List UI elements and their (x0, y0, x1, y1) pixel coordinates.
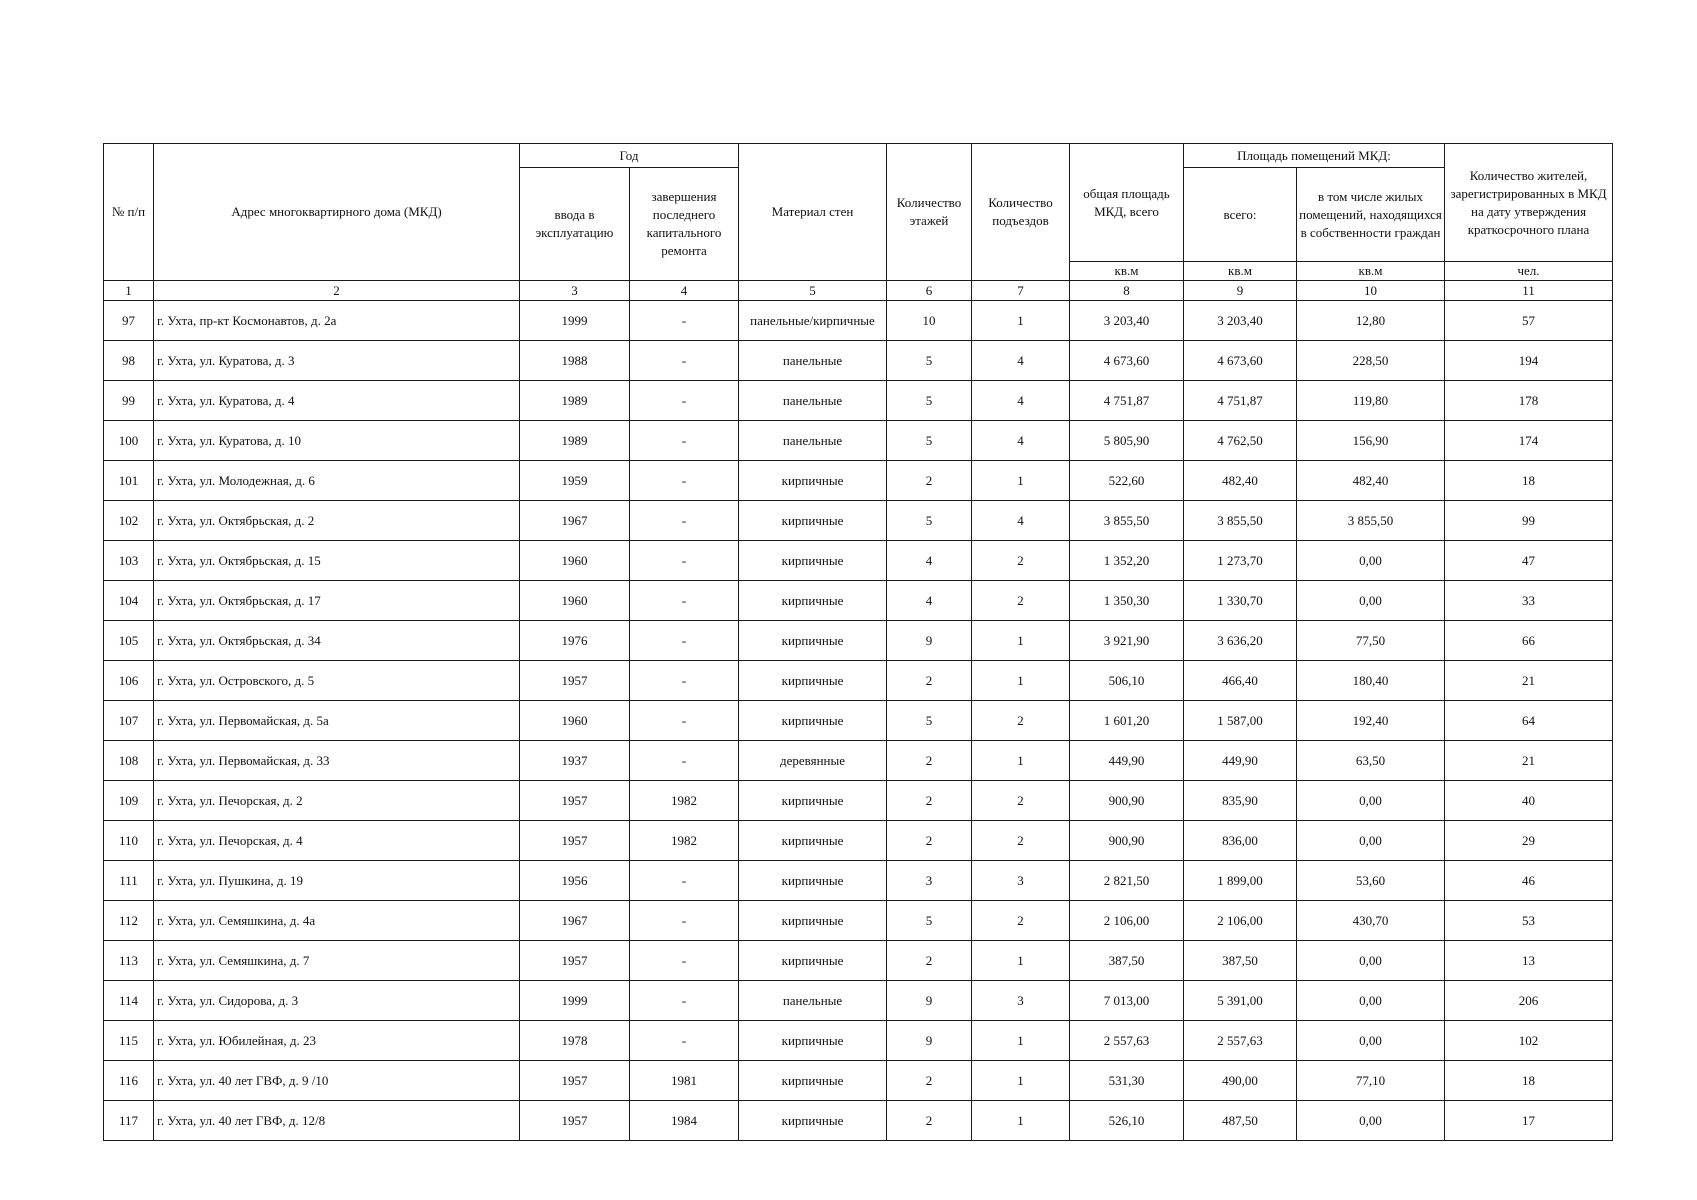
row-year-repair: - (630, 501, 739, 541)
row-wall-material: кирпичные (739, 701, 887, 741)
row-area-residential: 0,00 (1297, 781, 1445, 821)
row-year-repair: - (630, 1021, 739, 1061)
row-area-all: 2 106,00 (1184, 901, 1297, 941)
table-row (104, 421, 1613, 461)
row-address: г. Ухта, ул. 40 лет ГВФ, д. 9 /10 (154, 1061, 520, 1101)
row-wall-material: кирпичные (739, 541, 887, 581)
row-residents: 46 (1445, 861, 1613, 901)
row-number: 102 (104, 501, 154, 541)
row-wall-material: кирпичные (739, 781, 887, 821)
row-number: 110 (104, 821, 154, 861)
row-address: г. Ухта, ул. Печорская, д. 2 (154, 781, 520, 821)
row-area-residential: 0,00 (1297, 581, 1445, 621)
row-address: г. Ухта, ул. 40 лет ГВФ, д. 12/8 (154, 1101, 520, 1141)
row-number: 117 (104, 1101, 154, 1141)
row-area-residential: 156,90 (1297, 421, 1445, 461)
header-entrances: Количество подъездов (972, 144, 1070, 281)
table-row (104, 381, 1613, 421)
row-wall-material: панельные/кирпичные (739, 301, 887, 341)
row-year-repair: - (630, 301, 739, 341)
table-row (104, 501, 1613, 541)
row-floors: 2 (887, 821, 972, 861)
row-total-area: 2 106,00 (1070, 901, 1184, 941)
row-year-repair: - (630, 541, 739, 581)
row-year-repair: - (630, 421, 739, 461)
row-address: г. Ухта, ул. Сидорова, д. 3 (154, 981, 520, 1021)
row-wall-material: кирпичные (739, 901, 887, 941)
row-area-all: 449,90 (1184, 741, 1297, 781)
row-residents: 174 (1445, 421, 1613, 461)
row-area-all: 836,00 (1184, 821, 1297, 861)
header-area-all: всего: (1184, 168, 1297, 262)
row-number: 114 (104, 981, 154, 1021)
row-year-commission: 1967 (520, 901, 630, 941)
table-row (104, 981, 1613, 1021)
row-area-residential: 119,80 (1297, 381, 1445, 421)
row-area-all: 4 751,87 (1184, 381, 1297, 421)
row-entrances: 2 (972, 901, 1070, 941)
row-address: г. Ухта, ул. Печорская, д. 4 (154, 821, 520, 861)
row-residents: 33 (1445, 581, 1613, 621)
row-area-residential: 180,40 (1297, 661, 1445, 701)
row-area-residential: 482,40 (1297, 461, 1445, 501)
row-number: 99 (104, 381, 154, 421)
row-year-commission: 1960 (520, 581, 630, 621)
row-total-area: 900,90 (1070, 781, 1184, 821)
row-area-residential: 3 855,50 (1297, 501, 1445, 541)
row-year-commission: 1959 (520, 461, 630, 501)
row-entrances: 2 (972, 541, 1070, 581)
row-year-commission: 1976 (520, 621, 630, 661)
table-header (104, 144, 1613, 301)
row-floors: 5 (887, 901, 972, 941)
row-residents: 178 (1445, 381, 1613, 421)
row-floors: 2 (887, 1061, 972, 1101)
row-floors: 5 (887, 381, 972, 421)
row-address: г. Ухта, ул. Куратова, д. 4 (154, 381, 520, 421)
row-entrances: 1 (972, 1101, 1070, 1141)
row-wall-material: кирпичные (739, 821, 887, 861)
row-floors: 2 (887, 661, 972, 701)
row-residents: 21 (1445, 741, 1613, 781)
row-year-commission: 1989 (520, 381, 630, 421)
header-floors: Количество этажей (887, 144, 972, 281)
row-entrances: 1 (972, 661, 1070, 701)
row-number: 100 (104, 421, 154, 461)
row-area-all: 4 673,60 (1184, 341, 1297, 381)
row-area-all: 3 203,40 (1184, 301, 1297, 341)
row-residents: 194 (1445, 341, 1613, 381)
row-area-all: 466,40 (1184, 661, 1297, 701)
row-floors: 4 (887, 541, 972, 581)
row-area-all: 482,40 (1184, 461, 1297, 501)
row-total-area: 522,60 (1070, 461, 1184, 501)
row-residents: 206 (1445, 981, 1613, 1021)
header-year-repair: завершения последнего капитального ремонта (630, 168, 739, 281)
row-entrances: 2 (972, 701, 1070, 741)
row-year-repair: - (630, 701, 739, 741)
row-wall-material: кирпичные (739, 941, 887, 981)
row-floors: 5 (887, 501, 972, 541)
row-total-area: 4 751,87 (1070, 381, 1184, 421)
row-entrances: 4 (972, 421, 1070, 461)
row-floors: 10 (887, 301, 972, 341)
header-unit-total-area: кв.м (1070, 262, 1184, 281)
row-year-repair: - (630, 741, 739, 781)
row-area-all: 3 855,50 (1184, 501, 1297, 541)
row-total-area: 7 013,00 (1070, 981, 1184, 1021)
table-row (104, 1061, 1613, 1101)
table-row (104, 701, 1613, 741)
header-wall-material: Материал стен (739, 144, 887, 281)
row-residents: 102 (1445, 1021, 1613, 1061)
row-wall-material: кирпичные (739, 461, 887, 501)
column-number: 8 (1070, 281, 1184, 301)
table-row (104, 1101, 1613, 1141)
row-number: 115 (104, 1021, 154, 1061)
row-year-commission: 1957 (520, 821, 630, 861)
row-residents: 17 (1445, 1101, 1613, 1141)
header-year-group: Год (520, 144, 739, 168)
row-total-area: 1 601,20 (1070, 701, 1184, 741)
row-area-residential: 77,10 (1297, 1061, 1445, 1101)
row-floors: 3 (887, 861, 972, 901)
row-number: 108 (104, 741, 154, 781)
row-entrances: 3 (972, 981, 1070, 1021)
row-floors: 9 (887, 981, 972, 1021)
table-row (104, 461, 1613, 501)
row-year-repair: - (630, 341, 739, 381)
row-area-residential: 0,00 (1297, 541, 1445, 581)
row-number: 112 (104, 901, 154, 941)
header-residents: Количество жителей, зарегистрированных в МКД на дату утверждения краткосрочного плана (1445, 144, 1613, 262)
row-total-area: 900,90 (1070, 821, 1184, 861)
row-total-area: 449,90 (1070, 741, 1184, 781)
row-area-all: 487,50 (1184, 1101, 1297, 1141)
table-row (104, 581, 1613, 621)
row-total-area: 387,50 (1070, 941, 1184, 981)
row-residents: 18 (1445, 461, 1613, 501)
row-number: 111 (104, 861, 154, 901)
row-area-all: 2 557,63 (1184, 1021, 1297, 1061)
row-area-residential: 228,50 (1297, 341, 1445, 381)
row-entrances: 1 (972, 301, 1070, 341)
column-number: 7 (972, 281, 1070, 301)
table-row (104, 941, 1613, 981)
row-area-residential: 0,00 (1297, 821, 1445, 861)
column-number-row (104, 281, 1613, 301)
row-entrances: 1 (972, 941, 1070, 981)
row-area-residential: 53,60 (1297, 861, 1445, 901)
row-address: г. Ухта, ул. Октябрьская, д. 17 (154, 581, 520, 621)
row-residents: 57 (1445, 301, 1613, 341)
row-area-all: 5 391,00 (1184, 981, 1297, 1021)
row-year-commission: 1957 (520, 661, 630, 701)
row-year-commission: 1956 (520, 861, 630, 901)
row-floors: 9 (887, 621, 972, 661)
row-year-repair: - (630, 861, 739, 901)
row-entrances: 1 (972, 1021, 1070, 1061)
row-year-repair: 1984 (630, 1101, 739, 1141)
header-unit-residents: чел. (1445, 262, 1613, 281)
row-year-repair: - (630, 981, 739, 1021)
row-area-residential: 192,40 (1297, 701, 1445, 741)
row-entrances: 1 (972, 1061, 1070, 1101)
row-residents: 21 (1445, 661, 1613, 701)
row-entrances: 1 (972, 621, 1070, 661)
row-wall-material: кирпичные (739, 501, 887, 541)
row-address: г. Ухта, ул. Пушкина, д. 19 (154, 861, 520, 901)
row-year-commission: 1960 (520, 541, 630, 581)
column-number: 4 (630, 281, 739, 301)
row-address: г. Ухта, ул. Семяшкина, д. 7 (154, 941, 520, 981)
row-residents: 99 (1445, 501, 1613, 541)
row-wall-material: панельные (739, 341, 887, 381)
row-floors: 2 (887, 1101, 972, 1141)
row-total-area: 3 203,40 (1070, 301, 1184, 341)
row-year-repair: - (630, 581, 739, 621)
column-number: 11 (1445, 281, 1613, 301)
row-entrances: 1 (972, 461, 1070, 501)
row-total-area: 1 352,20 (1070, 541, 1184, 581)
row-entrances: 4 (972, 341, 1070, 381)
row-number: 107 (104, 701, 154, 741)
row-year-repair: - (630, 941, 739, 981)
header-unit-area-all: кв.м (1184, 262, 1297, 281)
row-wall-material: кирпичные (739, 1101, 887, 1141)
row-number: 105 (104, 621, 154, 661)
table-row (104, 821, 1613, 861)
row-area-residential: 0,00 (1297, 941, 1445, 981)
row-address: г. Ухта, ул. Семяшкина, д. 4а (154, 901, 520, 941)
column-number: 10 (1297, 281, 1445, 301)
row-year-commission: 1988 (520, 341, 630, 381)
row-address: г. Ухта, пр-кт Космонавтов, д. 2а (154, 301, 520, 341)
table-row (104, 781, 1613, 821)
row-number: 109 (104, 781, 154, 821)
row-area-residential: 430,70 (1297, 901, 1445, 941)
row-number: 97 (104, 301, 154, 341)
column-number: 1 (104, 281, 154, 301)
row-wall-material: кирпичные (739, 861, 887, 901)
table-row (104, 341, 1613, 381)
row-year-repair: - (630, 621, 739, 661)
row-address: г. Ухта, ул. Октябрьская, д. 15 (154, 541, 520, 581)
row-floors: 9 (887, 1021, 972, 1061)
row-area-all: 1 587,00 (1184, 701, 1297, 741)
row-total-area: 2 821,50 (1070, 861, 1184, 901)
row-year-commission: 1957 (520, 941, 630, 981)
table-row (104, 861, 1613, 901)
row-total-area: 3 921,90 (1070, 621, 1184, 661)
row-area-all: 4 762,50 (1184, 421, 1297, 461)
row-total-area: 526,10 (1070, 1101, 1184, 1141)
row-area-all: 490,00 (1184, 1061, 1297, 1101)
row-floors: 5 (887, 341, 972, 381)
row-wall-material: кирпичные (739, 581, 887, 621)
row-residents: 18 (1445, 1061, 1613, 1101)
row-year-commission: 1957 (520, 781, 630, 821)
row-year-commission: 1999 (520, 981, 630, 1021)
row-total-area: 4 673,60 (1070, 341, 1184, 381)
row-year-commission: 1999 (520, 301, 630, 341)
row-wall-material: кирпичные (739, 1061, 887, 1101)
row-number: 104 (104, 581, 154, 621)
row-number: 98 (104, 341, 154, 381)
row-number: 116 (104, 1061, 154, 1101)
column-number: 5 (739, 281, 887, 301)
row-year-commission: 1937 (520, 741, 630, 781)
row-address: г. Ухта, ул. Куратова, д. 3 (154, 341, 520, 381)
row-wall-material: кирпичные (739, 1021, 887, 1061)
row-address: г. Ухта, ул. Первомайская, д. 5а (154, 701, 520, 741)
row-wall-material: кирпичные (739, 621, 887, 661)
header-area-group: Площадь помещений МКД: (1184, 144, 1445, 168)
table-body (104, 301, 1613, 1141)
row-residents: 53 (1445, 901, 1613, 941)
row-area-residential: 0,00 (1297, 981, 1445, 1021)
row-address: г. Ухта, ул. Октябрьская, д. 34 (154, 621, 520, 661)
row-wall-material: панельные (739, 381, 887, 421)
row-area-all: 3 636,20 (1184, 621, 1297, 661)
row-area-residential: 0,00 (1297, 1101, 1445, 1141)
row-area-all: 1 330,70 (1184, 581, 1297, 621)
row-year-commission: 1957 (520, 1061, 630, 1101)
header-year-commission: ввода в эксплуатацию (520, 168, 630, 281)
row-total-area: 531,30 (1070, 1061, 1184, 1101)
row-year-repair: - (630, 901, 739, 941)
column-number: 9 (1184, 281, 1297, 301)
row-wall-material: деревянные (739, 741, 887, 781)
header-unit-area-residential: кв.м (1297, 262, 1445, 281)
row-year-commission: 1967 (520, 501, 630, 541)
row-year-commission: 1989 (520, 421, 630, 461)
row-residents: 40 (1445, 781, 1613, 821)
row-entrances: 2 (972, 581, 1070, 621)
housing-registry-table (103, 143, 1613, 1141)
row-residents: 64 (1445, 701, 1613, 741)
row-area-all: 1 899,00 (1184, 861, 1297, 901)
row-year-repair: - (630, 381, 739, 421)
row-wall-material: панельные (739, 421, 887, 461)
row-entrances: 2 (972, 781, 1070, 821)
column-number: 2 (154, 281, 520, 301)
row-residents: 66 (1445, 621, 1613, 661)
row-area-residential: 0,00 (1297, 1021, 1445, 1061)
row-address: г. Ухта, ул. Юбилейная, д. 23 (154, 1021, 520, 1061)
row-floors: 5 (887, 421, 972, 461)
row-wall-material: панельные (739, 981, 887, 1021)
row-total-area: 506,10 (1070, 661, 1184, 701)
row-total-area: 1 350,30 (1070, 581, 1184, 621)
row-floors: 2 (887, 781, 972, 821)
row-residents: 13 (1445, 941, 1613, 981)
column-number: 3 (520, 281, 630, 301)
row-floors: 2 (887, 741, 972, 781)
row-area-residential: 12,80 (1297, 301, 1445, 341)
row-year-repair: 1981 (630, 1061, 739, 1101)
row-number: 113 (104, 941, 154, 981)
row-entrances: 4 (972, 381, 1070, 421)
row-address: г. Ухта, ул. Первомайская, д. 33 (154, 741, 520, 781)
header-num: № п/п (104, 144, 154, 281)
table-row (104, 621, 1613, 661)
row-area-residential: 63,50 (1297, 741, 1445, 781)
row-total-area: 5 805,90 (1070, 421, 1184, 461)
row-wall-material: кирпичные (739, 661, 887, 701)
header-total-area: общая площадь МКД, всего (1070, 144, 1184, 262)
row-entrances: 2 (972, 821, 1070, 861)
table-row (104, 661, 1613, 701)
row-year-repair: 1982 (630, 821, 739, 861)
row-area-all: 387,50 (1184, 941, 1297, 981)
row-area-all: 1 273,70 (1184, 541, 1297, 581)
row-address: г. Ухта, ул. Молодежная, д. 6 (154, 461, 520, 501)
row-floors: 4 (887, 581, 972, 621)
row-number: 103 (104, 541, 154, 581)
row-number: 101 (104, 461, 154, 501)
row-floors: 2 (887, 461, 972, 501)
table-row (104, 1021, 1613, 1061)
row-floors: 5 (887, 701, 972, 741)
header-address: Адрес многоквартирного дома (МКД) (154, 144, 520, 281)
row-residents: 47 (1445, 541, 1613, 581)
table-row (104, 301, 1613, 341)
row-number: 106 (104, 661, 154, 701)
row-year-commission: 1960 (520, 701, 630, 741)
row-address: г. Ухта, ул. Островского, д. 5 (154, 661, 520, 701)
row-entrances: 3 (972, 861, 1070, 901)
row-area-all: 835,90 (1184, 781, 1297, 821)
row-total-area: 3 855,50 (1070, 501, 1184, 541)
table-row (104, 541, 1613, 581)
row-address: г. Ухта, ул. Куратова, д. 10 (154, 421, 520, 461)
row-address: г. Ухта, ул. Октябрьская, д. 2 (154, 501, 520, 541)
row-year-repair: 1982 (630, 781, 739, 821)
table-row (104, 901, 1613, 941)
table-row (104, 741, 1613, 781)
header-area-residential: в том числе жилых помещений, находящихся в собственности граждан (1297, 168, 1445, 262)
row-year-commission: 1978 (520, 1021, 630, 1061)
column-number: 6 (887, 281, 972, 301)
row-residents: 29 (1445, 821, 1613, 861)
row-entrances: 1 (972, 741, 1070, 781)
row-year-repair: - (630, 661, 739, 701)
row-floors: 2 (887, 941, 972, 981)
row-entrances: 4 (972, 501, 1070, 541)
row-area-residential: 77,50 (1297, 621, 1445, 661)
row-year-repair: - (630, 461, 739, 501)
row-year-commission: 1957 (520, 1101, 630, 1141)
row-total-area: 2 557,63 (1070, 1021, 1184, 1061)
